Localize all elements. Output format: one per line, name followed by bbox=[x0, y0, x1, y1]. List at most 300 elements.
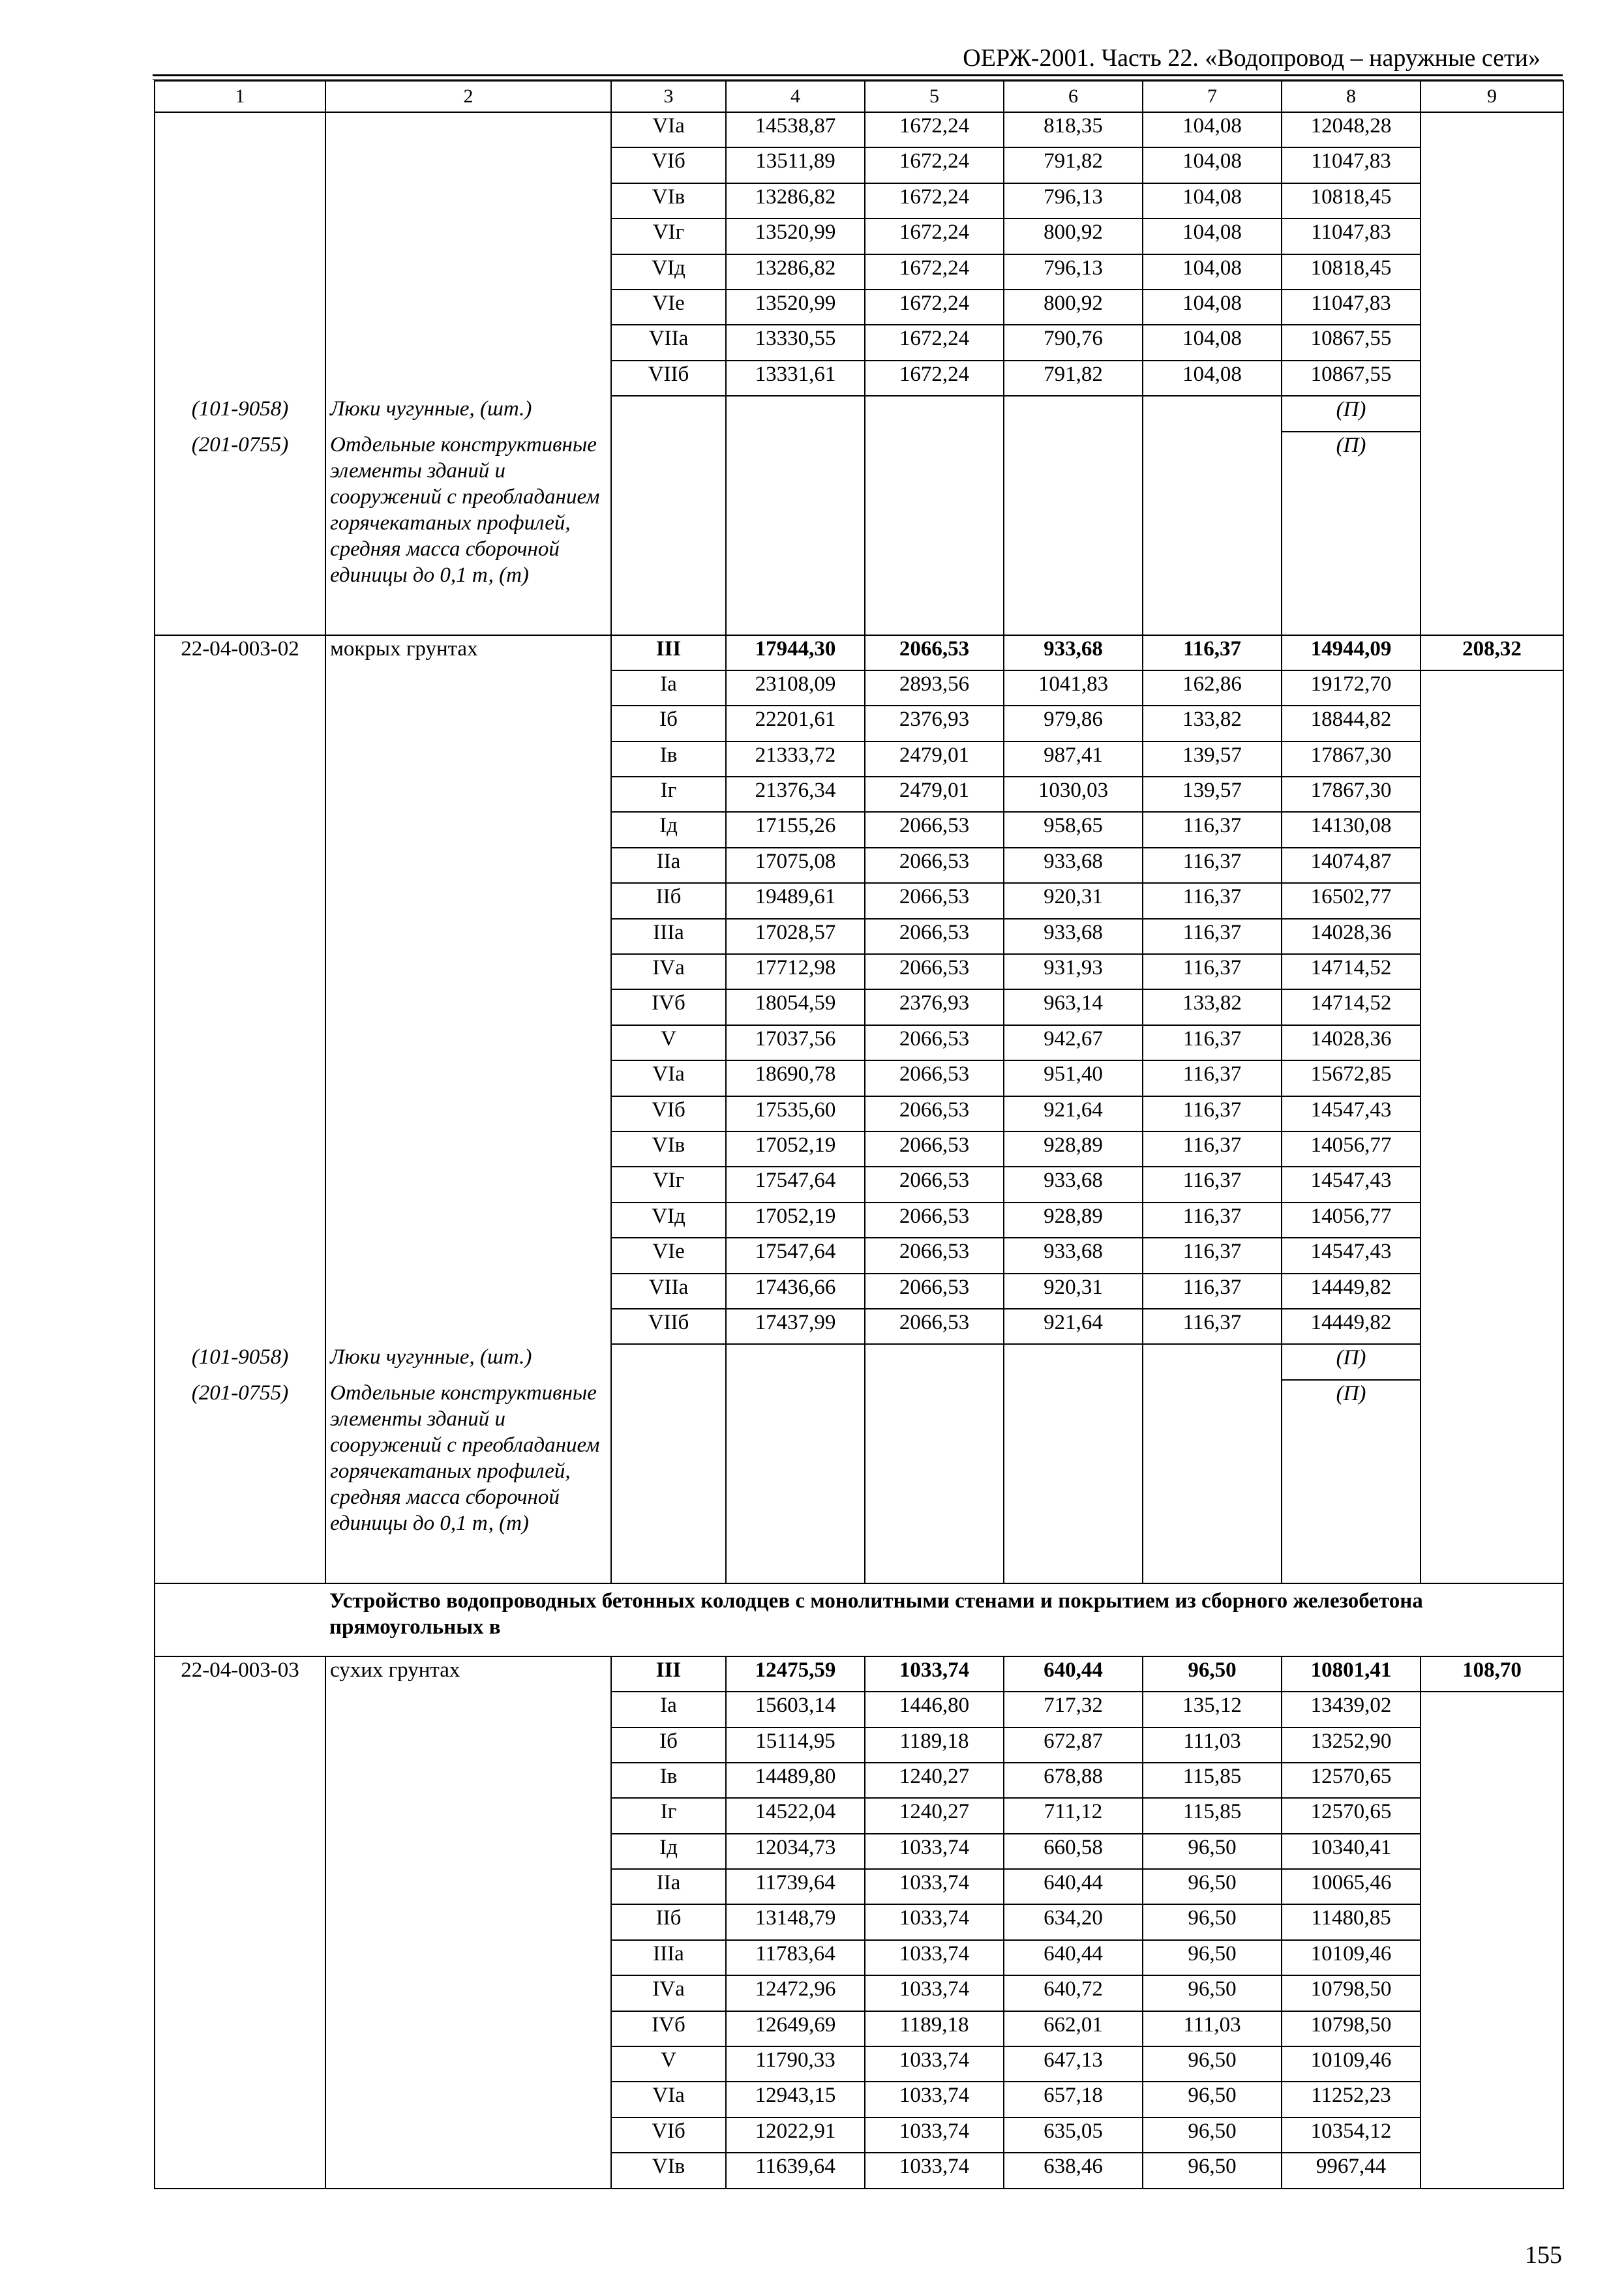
materials-cell: 14056,77 bbox=[1282, 1131, 1421, 1167]
empty-cell bbox=[325, 1904, 611, 1939]
wages-cell: 1672,24 bbox=[865, 325, 1004, 360]
table-row bbox=[155, 1309, 1563, 1344]
machinists-wages-cell: 116,37 bbox=[1143, 1025, 1282, 1060]
table-row bbox=[155, 1656, 1563, 1692]
wages-cell: 1033,74 bbox=[865, 1869, 1004, 1904]
wages-cell: 1033,74 bbox=[865, 2046, 1004, 2082]
table-row bbox=[155, 706, 1563, 741]
empty-cell bbox=[1421, 670, 1563, 706]
materials-cell: 11252,23 bbox=[1282, 2082, 1421, 2117]
wages-cell: 2066,53 bbox=[865, 1025, 1004, 1060]
empty-cell bbox=[611, 396, 726, 431]
machines-cell: 987,41 bbox=[1004, 741, 1143, 777]
empty-cell bbox=[155, 2082, 325, 2117]
materials-cell: 10818,45 bbox=[1282, 183, 1421, 218]
machinists-wages-cell: 133,82 bbox=[1143, 706, 1282, 741]
total-cost-cell: 14538,87 bbox=[726, 112, 865, 147]
zone-cell: VIIа bbox=[611, 1274, 726, 1309]
materials-cell: 11047,83 bbox=[1282, 147, 1421, 183]
materials-cell: 19172,70 bbox=[1282, 670, 1421, 706]
empty-cell bbox=[325, 2046, 611, 2082]
machinists-wages-cell: 116,37 bbox=[1143, 1309, 1282, 1344]
zone-cell: IVб bbox=[611, 989, 726, 1025]
materials-cell: 10798,50 bbox=[1282, 1975, 1421, 2011]
machinists-wages-cell: 116,37 bbox=[1143, 883, 1282, 918]
empty-cell bbox=[1421, 1060, 1563, 1096]
table-row bbox=[155, 1728, 1563, 1763]
zone-cell: VIIб bbox=[611, 361, 726, 396]
empty-cell bbox=[325, 741, 611, 777]
resource-name-cell: Отдельные конструктивные элементы зданий и сооружений с преобладанием горячекатаных профилей, средняя масса сборочной единицы до 0,1 т, (т) bbox=[325, 1380, 611, 1583]
zone-cell: III bbox=[611, 635, 726, 670]
empty-cell bbox=[155, 1834, 325, 1869]
empty-cell bbox=[155, 741, 325, 777]
machinists-wages-cell: 135,12 bbox=[1143, 1692, 1282, 1727]
total-cost-cell: 13511,89 bbox=[726, 147, 865, 183]
materials-cell: 10818,45 bbox=[1282, 254, 1421, 290]
empty-cell bbox=[155, 2046, 325, 2082]
empty-cell bbox=[1421, 112, 1563, 147]
empty-cell bbox=[1421, 1940, 1563, 1975]
empty-cell bbox=[325, 325, 611, 360]
total-cost-cell: 13148,79 bbox=[726, 1904, 865, 1939]
materials-cell: 14714,52 bbox=[1282, 954, 1421, 989]
empty-cell bbox=[325, 954, 611, 989]
machinists-wages-cell: 96,50 bbox=[1143, 2117, 1282, 2153]
empty-cell bbox=[155, 147, 325, 183]
empty-cell bbox=[325, 1096, 611, 1131]
empty-cell bbox=[1421, 1238, 1563, 1273]
materials-cell: 10340,41 bbox=[1282, 1834, 1421, 1869]
table-row bbox=[155, 1940, 1563, 1975]
machinists-wages-cell: 96,50 bbox=[1143, 2153, 1282, 2188]
table-row bbox=[155, 1096, 1563, 1131]
empty-cell bbox=[1143, 1344, 1282, 1379]
wages-cell: 2066,53 bbox=[865, 635, 1004, 670]
zone-cell: VIг bbox=[611, 1167, 726, 1202]
empty-cell bbox=[325, 2011, 611, 2046]
resource-row bbox=[155, 1380, 1563, 1583]
resource-name-cell: Люки чугунные, (шт.) bbox=[325, 396, 611, 431]
column-number-cell: 3 bbox=[611, 81, 726, 112]
empty-cell bbox=[325, 254, 611, 290]
zone-cell: Iв bbox=[611, 1763, 726, 1798]
empty-cell bbox=[325, 1274, 611, 1309]
empty-cell bbox=[325, 777, 611, 812]
table-row bbox=[155, 812, 1563, 847]
machines-cell: 634,20 bbox=[1004, 1904, 1143, 1939]
total-cost-cell: 12475,59 bbox=[726, 1656, 865, 1692]
empty-cell bbox=[325, 989, 611, 1025]
empty-cell bbox=[155, 1096, 325, 1131]
rates-table bbox=[154, 80, 1564, 2189]
wages-cell: 2376,93 bbox=[865, 706, 1004, 741]
zone-cell: VIв bbox=[611, 183, 726, 218]
materials-cell: 18844,82 bbox=[1282, 706, 1421, 741]
machinists-wages-cell: 104,08 bbox=[1143, 147, 1282, 183]
machinists-wages-cell: 133,82 bbox=[1143, 989, 1282, 1025]
total-cost-cell: 12022,91 bbox=[726, 2117, 865, 2153]
machines-cell: 963,14 bbox=[1004, 989, 1143, 1025]
empty-cell bbox=[726, 1380, 865, 1583]
empty-cell bbox=[155, 1798, 325, 1833]
machinists-wages-cell: 116,37 bbox=[1143, 1238, 1282, 1273]
machinists-wages-cell: 111,03 bbox=[1143, 2011, 1282, 2046]
machines-cell: 928,89 bbox=[1004, 1203, 1143, 1238]
empty-cell bbox=[325, 1869, 611, 1904]
zone-cell: IIа bbox=[611, 848, 726, 883]
total-cost-cell: 13520,99 bbox=[726, 218, 865, 254]
total-cost-cell: 11783,64 bbox=[726, 1940, 865, 1975]
machines-cell: 800,92 bbox=[1004, 290, 1143, 325]
total-cost-cell: 17436,66 bbox=[726, 1274, 865, 1309]
resource-code-cell: (101-9058) bbox=[155, 396, 325, 431]
machines-cell: 920,31 bbox=[1004, 883, 1143, 918]
materials-cell: 11047,83 bbox=[1282, 218, 1421, 254]
total-cost-cell: 15114,95 bbox=[726, 1728, 865, 1763]
machines-cell: 791,82 bbox=[1004, 361, 1143, 396]
table-row bbox=[155, 1167, 1563, 1202]
machinists-wages-cell: 96,50 bbox=[1143, 2046, 1282, 2082]
total-cost-cell: 13286,82 bbox=[726, 183, 865, 218]
empty-cell bbox=[1421, 1025, 1563, 1060]
total-cost-cell: 17547,64 bbox=[726, 1238, 865, 1273]
wages-cell: 1033,74 bbox=[865, 2082, 1004, 2117]
machines-cell: 958,65 bbox=[1004, 812, 1143, 847]
empty-cell bbox=[1421, 1834, 1563, 1869]
total-cost-cell: 23108,09 bbox=[726, 670, 865, 706]
empty-cell bbox=[325, 1763, 611, 1798]
empty-cell bbox=[1421, 218, 1563, 254]
rate-name-cell: мокрых грунтах bbox=[325, 635, 611, 670]
machinists-wages-cell: 116,37 bbox=[1143, 919, 1282, 954]
machines-cell: 796,13 bbox=[1004, 183, 1143, 218]
machinists-wages-cell: 115,85 bbox=[1143, 1798, 1282, 1833]
zone-cell: Iб bbox=[611, 706, 726, 741]
zone-cell: V bbox=[611, 1025, 726, 1060]
empty-cell bbox=[325, 361, 611, 396]
wages-cell: 2066,53 bbox=[865, 1060, 1004, 1096]
table-row bbox=[155, 147, 1563, 183]
machinists-wages-cell: 139,57 bbox=[1143, 741, 1282, 777]
empty-cell bbox=[1421, 741, 1563, 777]
empty-cell bbox=[325, 1203, 611, 1238]
machinists-wages-cell: 115,85 bbox=[1143, 1763, 1282, 1798]
empty-cell bbox=[726, 1344, 865, 1379]
empty-cell bbox=[1421, 2153, 1563, 2188]
materials-cell: 10798,50 bbox=[1282, 2011, 1421, 2046]
machinists-wages-cell: 116,37 bbox=[1143, 1096, 1282, 1131]
empty-cell bbox=[1421, 1692, 1563, 1727]
table-row bbox=[155, 290, 1563, 325]
table-row bbox=[155, 777, 1563, 812]
machines-cell: 979,86 bbox=[1004, 706, 1143, 741]
materials-cell: 17867,30 bbox=[1282, 741, 1421, 777]
column-number-cell: 4 bbox=[726, 81, 865, 112]
rate-name-cell: сухих грунтах bbox=[325, 1656, 611, 1692]
materials-cell: 14056,77 bbox=[1282, 1203, 1421, 1238]
wages-cell: 2066,53 bbox=[865, 1167, 1004, 1202]
materials-cell: 14074,87 bbox=[1282, 848, 1421, 883]
table-row bbox=[155, 1763, 1563, 1798]
empty-cell bbox=[325, 1238, 611, 1273]
zone-cell: Iа bbox=[611, 1692, 726, 1727]
empty-cell bbox=[1421, 919, 1563, 954]
empty-cell bbox=[155, 812, 325, 847]
total-cost-cell: 12472,96 bbox=[726, 1975, 865, 2011]
materials-cell: 14449,82 bbox=[1282, 1274, 1421, 1309]
zone-cell: VIа bbox=[611, 2082, 726, 2117]
machinists-wages-cell: 162,86 bbox=[1143, 670, 1282, 706]
page-header bbox=[0, 42, 1624, 74]
empty-cell bbox=[1421, 1763, 1563, 1798]
materials-cell: 14028,36 bbox=[1282, 919, 1421, 954]
machinists-wages-cell: 104,08 bbox=[1143, 183, 1282, 218]
materials-cell: 14944,09 bbox=[1282, 635, 1421, 670]
empty-cell bbox=[1421, 1869, 1563, 1904]
total-cost-cell: 14522,04 bbox=[726, 1798, 865, 1833]
machinists-wages-cell: 104,08 bbox=[1143, 112, 1282, 147]
empty-cell bbox=[865, 1344, 1004, 1379]
empty-cell bbox=[325, 1940, 611, 1975]
machines-cell: 638,46 bbox=[1004, 2153, 1143, 2188]
table-row bbox=[155, 325, 1563, 360]
materials-cell: 10109,46 bbox=[1282, 2046, 1421, 2082]
column-number-cell: 9 bbox=[1421, 81, 1563, 112]
empty-cell bbox=[1421, 1344, 1563, 1379]
machinists-wages-cell: 104,08 bbox=[1143, 361, 1282, 396]
empty-cell bbox=[1421, 2011, 1563, 2046]
machinists-wages-cell: 96,50 bbox=[1143, 1940, 1282, 1975]
total-cost-cell: 15603,14 bbox=[726, 1692, 865, 1727]
empty-cell bbox=[155, 1763, 325, 1798]
total-cost-cell: 17712,98 bbox=[726, 954, 865, 989]
zone-cell: Iб bbox=[611, 1728, 726, 1763]
machines-cell: 933,68 bbox=[1004, 848, 1143, 883]
empty-cell bbox=[155, 254, 325, 290]
wages-cell: 1189,18 bbox=[865, 2011, 1004, 2046]
total-cost-cell: 17052,19 bbox=[726, 1131, 865, 1167]
empty-cell bbox=[325, 147, 611, 183]
machines-cell: 951,40 bbox=[1004, 1060, 1143, 1096]
empty-cell bbox=[1421, 1309, 1563, 1344]
table-row bbox=[155, 1692, 1563, 1727]
zone-cell: Iв bbox=[611, 741, 726, 777]
table-row bbox=[155, 848, 1563, 883]
column-number-cell: 1 bbox=[155, 81, 325, 112]
materials-cell: 14449,82 bbox=[1282, 1309, 1421, 1344]
empty-cell bbox=[1421, 2117, 1563, 2153]
machinists-wages-cell: 116,37 bbox=[1143, 1060, 1282, 1096]
table-row bbox=[155, 1798, 1563, 1833]
zone-cell: IVа bbox=[611, 954, 726, 989]
total-cost-cell: 13286,82 bbox=[726, 254, 865, 290]
empty-cell bbox=[325, 919, 611, 954]
resource-quantity-cell: (П) bbox=[1282, 1344, 1421, 1379]
zone-cell: VIд bbox=[611, 1203, 726, 1238]
empty-cell bbox=[1421, 812, 1563, 847]
empty-cell bbox=[325, 670, 611, 706]
wages-cell: 2066,53 bbox=[865, 1238, 1004, 1273]
resource-quantity-cell: (П) bbox=[1282, 432, 1421, 635]
machinists-wages-cell: 116,37 bbox=[1143, 1203, 1282, 1238]
materials-cell: 12570,65 bbox=[1282, 1798, 1421, 1833]
empty-cell bbox=[1421, 1167, 1563, 1202]
empty-cell bbox=[325, 218, 611, 254]
wages-cell: 2066,53 bbox=[865, 812, 1004, 847]
machines-cell: 640,44 bbox=[1004, 1940, 1143, 1975]
wages-cell: 2066,53 bbox=[865, 848, 1004, 883]
empty-cell bbox=[1421, 361, 1563, 396]
machines-cell: 933,68 bbox=[1004, 635, 1143, 670]
machines-cell: 717,32 bbox=[1004, 1692, 1143, 1727]
table-row bbox=[155, 1834, 1563, 1869]
wages-cell: 2066,53 bbox=[865, 1274, 1004, 1309]
zone-cell: VIIа bbox=[611, 325, 726, 360]
resource-row bbox=[155, 1344, 1563, 1379]
machines-cell: 796,13 bbox=[1004, 254, 1143, 290]
machinists-wages-cell: 116,37 bbox=[1143, 848, 1282, 883]
table-row bbox=[155, 919, 1563, 954]
machinists-wages-cell: 96,50 bbox=[1143, 1869, 1282, 1904]
total-cost-cell: 11639,64 bbox=[726, 2153, 865, 2188]
materials-cell: 13252,90 bbox=[1282, 1728, 1421, 1763]
empty-cell bbox=[155, 1167, 325, 1202]
empty-cell bbox=[325, 2117, 611, 2153]
table-row bbox=[155, 635, 1563, 670]
empty-cell bbox=[1421, 2082, 1563, 2117]
resource-quantity-cell: (П) bbox=[1282, 1380, 1421, 1583]
empty-cell bbox=[325, 812, 611, 847]
wages-cell: 1033,74 bbox=[865, 1656, 1004, 1692]
empty-cell bbox=[611, 1344, 726, 1379]
table-row bbox=[155, 954, 1563, 989]
empty-cell bbox=[1421, 1274, 1563, 1309]
wages-cell: 2066,53 bbox=[865, 919, 1004, 954]
machinists-wages-cell: 104,08 bbox=[1143, 290, 1282, 325]
empty-cell bbox=[325, 1131, 611, 1167]
table-row bbox=[155, 1975, 1563, 2011]
zone-cell: VIв bbox=[611, 1131, 726, 1167]
wages-cell: 2066,53 bbox=[865, 1131, 1004, 1167]
table-row bbox=[155, 1025, 1563, 1060]
total-cost-cell: 13330,55 bbox=[726, 325, 865, 360]
empty-cell bbox=[1421, 1798, 1563, 1833]
total-cost-cell: 17052,19 bbox=[726, 1203, 865, 1238]
machinists-wages-cell: 111,03 bbox=[1143, 1728, 1282, 1763]
empty-cell bbox=[155, 1692, 325, 1727]
table-row bbox=[155, 1904, 1563, 1939]
empty-cell bbox=[1421, 432, 1563, 635]
zone-cell: VIг bbox=[611, 218, 726, 254]
empty-cell bbox=[155, 290, 325, 325]
resource-row bbox=[155, 396, 1563, 431]
zone-cell: VIб bbox=[611, 147, 726, 183]
materials-cell: 14714,52 bbox=[1282, 989, 1421, 1025]
empty-cell bbox=[155, 1060, 325, 1096]
empty-cell bbox=[155, 1238, 325, 1273]
wages-cell: 1240,27 bbox=[865, 1798, 1004, 1833]
total-cost-cell: 12649,69 bbox=[726, 2011, 865, 2046]
zone-cell: VIб bbox=[611, 2117, 726, 2153]
table-row bbox=[155, 2153, 1563, 2188]
table-row bbox=[155, 361, 1563, 396]
wages-cell: 2066,53 bbox=[865, 1096, 1004, 1131]
empty-cell bbox=[865, 396, 1004, 431]
column-number-cell: 5 bbox=[865, 81, 1004, 112]
machinists-wages-cell: 139,57 bbox=[1143, 777, 1282, 812]
empty-cell bbox=[155, 1309, 325, 1344]
machines-cell: 711,12 bbox=[1004, 1798, 1143, 1833]
table-row bbox=[155, 183, 1563, 218]
wages-cell: 1672,24 bbox=[865, 147, 1004, 183]
empty-cell bbox=[325, 290, 611, 325]
total-cost-cell: 17944,30 bbox=[726, 635, 865, 670]
empty-cell bbox=[155, 1025, 325, 1060]
empty-cell bbox=[1421, 396, 1563, 431]
materials-cell: 15672,85 bbox=[1282, 1060, 1421, 1096]
empty-cell bbox=[155, 989, 325, 1025]
wages-cell: 2066,53 bbox=[865, 883, 1004, 918]
table-row bbox=[155, 1238, 1563, 1273]
machines-cell: 662,01 bbox=[1004, 2011, 1143, 2046]
empty-cell bbox=[325, 112, 611, 147]
machines-cell: 635,05 bbox=[1004, 2117, 1143, 2153]
machines-cell: 920,31 bbox=[1004, 1274, 1143, 1309]
empty-cell bbox=[155, 1583, 325, 1656]
empty-cell bbox=[325, 1975, 611, 2011]
machinists-wages-cell: 116,37 bbox=[1143, 1167, 1282, 1202]
table-row bbox=[155, 2011, 1563, 2046]
machinists-wages-cell: 96,50 bbox=[1143, 1904, 1282, 1939]
empty-cell bbox=[726, 432, 865, 635]
total-cost-cell: 17075,08 bbox=[726, 848, 865, 883]
resource-name-cell: Отдельные конструктивные элементы зданий и сооружений с преобладанием горячекатаных профилей, средняя масса сборочной единицы до 0,1 т, (т) bbox=[325, 432, 611, 635]
wages-cell: 1033,74 bbox=[865, 2117, 1004, 2153]
wages-cell: 1672,24 bbox=[865, 361, 1004, 396]
table-row bbox=[155, 1060, 1563, 1096]
machines-cell: 933,68 bbox=[1004, 1167, 1143, 1202]
wages-cell: 2066,53 bbox=[865, 1309, 1004, 1344]
wages-cell: 1446,80 bbox=[865, 1692, 1004, 1727]
empty-cell bbox=[1004, 396, 1143, 431]
total-cost-cell: 17037,56 bbox=[726, 1025, 865, 1060]
machinists-wages-cell: 116,37 bbox=[1143, 635, 1282, 670]
wages-cell: 1033,74 bbox=[865, 1834, 1004, 1869]
empty-cell bbox=[325, 1167, 611, 1202]
materials-cell: 17867,30 bbox=[1282, 777, 1421, 812]
machines-cell: 640,44 bbox=[1004, 1869, 1143, 1904]
empty-cell bbox=[155, 1728, 325, 1763]
empty-cell bbox=[1421, 1380, 1563, 1583]
machines-cell: 921,64 bbox=[1004, 1096, 1143, 1131]
zone-cell: VIа bbox=[611, 112, 726, 147]
zone-cell: VIв bbox=[611, 2153, 726, 2188]
wages-cell: 2376,93 bbox=[865, 989, 1004, 1025]
empty-cell bbox=[155, 670, 325, 706]
empty-cell bbox=[611, 432, 726, 635]
total-cost-cell: 19489,61 bbox=[726, 883, 865, 918]
zone-cell: IIIа bbox=[611, 1940, 726, 1975]
empty-cell bbox=[155, 2011, 325, 2046]
zone-cell: VIб bbox=[611, 1096, 726, 1131]
empty-cell bbox=[1143, 396, 1282, 431]
empty-cell bbox=[155, 1869, 325, 1904]
total-cost-cell: 11739,64 bbox=[726, 1869, 865, 1904]
total-cost-cell: 18054,59 bbox=[726, 989, 865, 1025]
resource-code-cell: (201-0755) bbox=[155, 432, 325, 635]
zone-cell: VIе bbox=[611, 1238, 726, 1273]
